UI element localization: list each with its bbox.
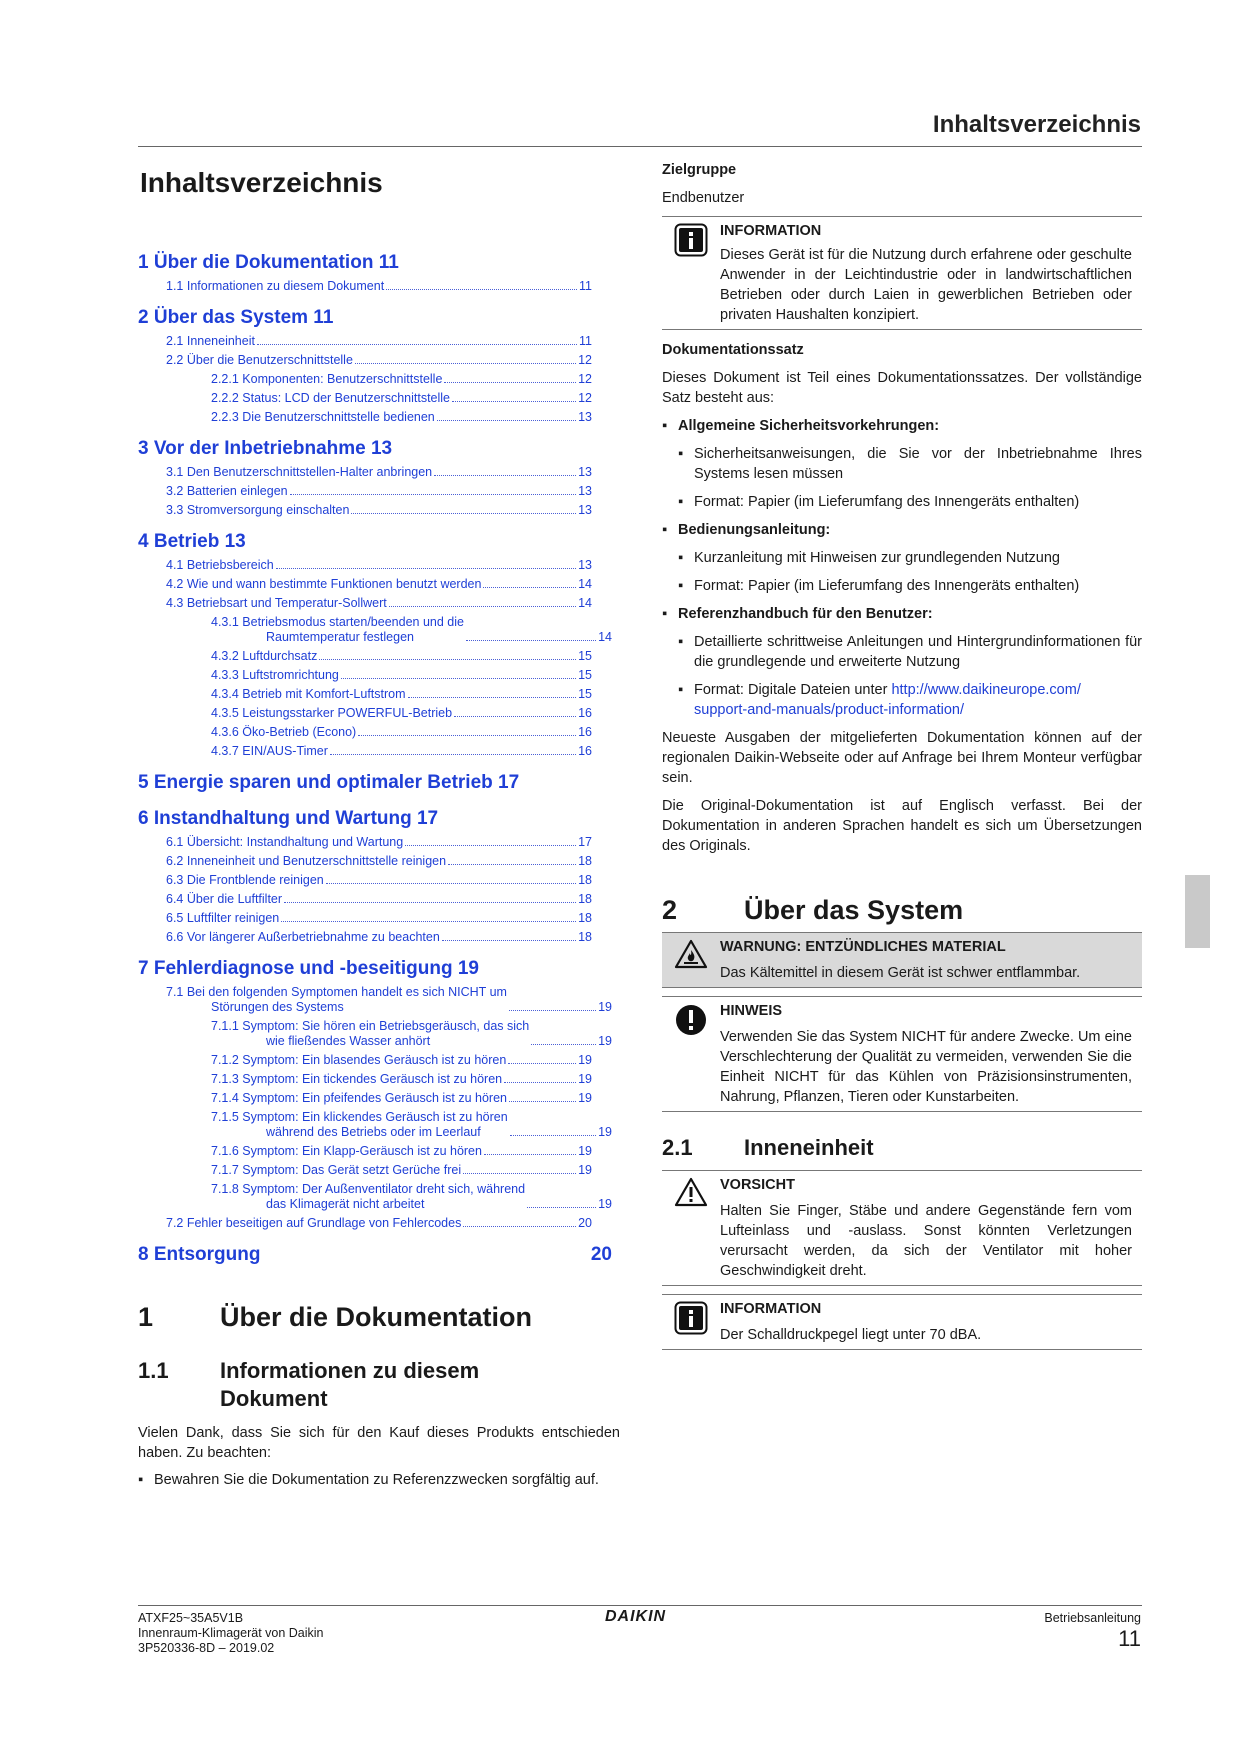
- dokumentationssatz-intro: Dieses Dokument ist Teil eines Dokumentationssatzes. Der vollständige Satz besteht aus:: [662, 370, 1142, 406]
- toc-entry-text: 2.2 Über die Benutzerschnittstelle: [166, 353, 353, 367]
- toc-entry-text-line2: das Klimagerät nicht arbeitet: [266, 1197, 425, 1211]
- toc-chapter-link[interactable]: 7 Fehlerdiagnose und -beseitigung 19: [138, 958, 479, 979]
- toc-entry-page: 11: [579, 279, 592, 293]
- toc-leader-dots: [504, 1082, 576, 1083]
- toc-entry-page: 19: [578, 1091, 592, 1105]
- zielgruppe-value: Endbenutzer: [662, 190, 745, 206]
- toc-leader-dots: [276, 568, 576, 569]
- list-item-text: Detaillierte schrittweise Anleitungen und Hintergrundinformationen für die grundlegende und erweiterte Nutzung: [694, 634, 1142, 670]
- list-item-format-digital: [662, 680, 1142, 720]
- toc-entry-link[interactable]: [138, 1110, 612, 1140]
- toc-leader-dots: [330, 754, 576, 755]
- toc-leader-dots: [389, 606, 576, 607]
- toc-entry-text: 6.2 Inneneinheit und Benutzerschnittstelle reinigen: [166, 854, 447, 868]
- list-group-title: [662, 416, 1142, 436]
- toc-leader-dots: [281, 921, 576, 922]
- toc-entry-page: 13: [578, 484, 592, 498]
- toc-leader-dots: [341, 678, 576, 679]
- toc-entry-text: 6.6 Vor längerer Außerbetriebnahme zu beachten: [166, 930, 440, 944]
- toc-entry-page: 14: [578, 577, 592, 591]
- section-1-heading: [138, 1302, 620, 1333]
- toc-chapter-link[interactable]: 5 Energie sparen und optimaler Betrieb 17: [138, 772, 520, 793]
- section-2-1-number: 2.1: [662, 1135, 693, 1160]
- toc-entry-page: 15: [578, 687, 592, 701]
- toc-entry-page: 19: [598, 1034, 612, 1048]
- toc-entry-text: 4.3.3 Luftstromrichtung: [211, 668, 339, 682]
- toc-entry-text: 7.1.6 Symptom: Ein Klapp-Geräusch ist zu hören: [211, 1144, 482, 1158]
- bullet-marker: ▪: [678, 634, 684, 650]
- footer-rule: [138, 1605, 1142, 1606]
- toc-chapter-link[interactable]: [138, 1243, 612, 1267]
- toc-leader-dots: [463, 1173, 576, 1174]
- toc-leader-dots: [484, 1154, 576, 1155]
- section-1-1-title-line2: Dokument: [220, 1386, 328, 1411]
- toc-entry-link[interactable]: [138, 1091, 592, 1106]
- toc-entry-text: 4.3.4 Betrieb mit Komfort-Luftstrom: [211, 687, 406, 701]
- toc-entry-page: 19: [598, 1125, 612, 1139]
- information-icon: [662, 221, 720, 325]
- toc-entry-link[interactable]: [138, 577, 592, 592]
- section-1-1-number: 1.1: [138, 1358, 169, 1383]
- toc-chapter-link[interactable]: 2 Über das System 11: [138, 307, 334, 328]
- toc-entry-text-line2: Raumtemperatur festlegen: [266, 630, 414, 644]
- caution-triangle-icon: [662, 1175, 720, 1281]
- bullet-marker: ▪: [678, 446, 684, 462]
- toc-leader-dots: [351, 513, 576, 514]
- toc-entry-link[interactable]: [138, 1163, 592, 1178]
- toc-leader-dots: [326, 883, 576, 884]
- toc-leader-dots: [319, 659, 576, 660]
- footer-right: [1044, 1611, 1141, 1652]
- toc-entry-link[interactable]: [138, 1144, 592, 1159]
- toc-leader-dots: [483, 587, 576, 588]
- toc-entry-link[interactable]: [138, 668, 592, 683]
- bullet-marker: ▪: [678, 494, 684, 510]
- documentation-list: [662, 416, 1142, 672]
- toc-entry-text-line2: wie fließendes Wasser anhört: [266, 1034, 431, 1048]
- toc-entry-page: 11: [579, 334, 592, 348]
- list-group-label: Referenzhandbuch für den Benutzer:: [678, 606, 933, 622]
- hinweis-box-text: Verwenden Sie das System NICHT für andere Zwecke. Um eine Verschlechterung der Qualität zu vermeiden, verwenden Sie die Einheit NICHT für das Kühlen von Präzisionsinstrumenten, Nahrung, Pflanzen, Tieren oder Kunstarbeiten.: [720, 1029, 1132, 1105]
- toc-entry-text: [166, 985, 507, 1015]
- list-item: [662, 548, 1142, 568]
- section-1-1-intro: Vielen Dank, dass Sie sich für den Kauf dieses Produkts entschieden haben. Zu beachten:: [138, 1425, 620, 1461]
- toc-entry-page: 19: [578, 1163, 592, 1177]
- toc-entry-link[interactable]: [138, 1072, 592, 1087]
- list-item: [662, 492, 1142, 512]
- toc-chapter-link[interactable]: 4 Betrieb 13: [138, 531, 246, 552]
- toc-entry-link[interactable]: [138, 484, 592, 499]
- toc-entry-text: 4.2 Wie und wann bestimmte Funktionen benutzt werden: [166, 577, 482, 591]
- toc-entry-page: 19: [598, 1000, 612, 1014]
- toc-entry-text: 2.2.2 Status: LCD der Benutzerschnittstelle: [211, 391, 451, 405]
- daikin-logo: DAIKIN: [605, 1608, 667, 1625]
- toc-entry-link[interactable]: [138, 1053, 592, 1068]
- warning-box-title: WARNUNG: ENTZÜNDLICHES MATERIAL: [720, 939, 1006, 955]
- section-1-title: Über die Dokumentation: [220, 1302, 533, 1332]
- information-box-2-title: INFORMATION: [720, 1301, 822, 1317]
- toc-entry-page: 14: [598, 630, 612, 644]
- bullet-marker: ▪: [662, 418, 668, 434]
- toc-entry-link[interactable]: [138, 854, 592, 869]
- page-number: 11: [1118, 1626, 1141, 1651]
- toc-entry-link[interactable]: [138, 835, 592, 850]
- toc-entry-link[interactable]: [138, 1216, 592, 1231]
- toc-entry-text-line2: während des Betriebs oder im Leerlauf: [266, 1125, 481, 1139]
- information-box-1-title: INFORMATION: [720, 223, 822, 239]
- list-item: [662, 444, 1142, 484]
- toc-leader-dots: [386, 289, 577, 290]
- toc-entry-link[interactable]: [138, 1182, 612, 1212]
- bullet-marker: ▪: [678, 578, 684, 594]
- toc-entry-link[interactable]: [138, 334, 592, 349]
- toc-leader-dots: [510, 1135, 596, 1136]
- vorsicht-box: [662, 1170, 1142, 1286]
- section-2-number: 2: [662, 895, 678, 925]
- toc-entry-page: 13: [578, 558, 592, 572]
- left-column: [138, 160, 620, 1490]
- toc-entry-link[interactable]: [138, 465, 592, 480]
- toc-entry-text-line1: 7.1.5 Symptom: Ein klickendes Geräusch ist zu hören: [211, 1110, 508, 1124]
- information-box-2: [662, 1294, 1142, 1350]
- toc-entry-text: 4.3.7 EIN/AUS-Timer: [211, 744, 328, 758]
- warning-box-text: Das Kältemittel in diesem Gerät ist schwer entflammbar.: [720, 965, 1081, 981]
- toc-entry-link[interactable]: [138, 353, 592, 368]
- toc-entry-text: 4.3.5 Leistungsstarker POWERFUL-Betrieb: [211, 706, 453, 720]
- toc-leader-dots: [290, 494, 576, 495]
- toc-entry-text: 3.2 Batterien einlegen: [166, 484, 288, 498]
- toc-entry-page: 17: [578, 835, 592, 849]
- toc-entry-page: 13: [578, 503, 592, 517]
- toc-entry-text: 1.1 Informationen zu diesem Dokument: [166, 279, 385, 293]
- list-item-text: Kurzanleitung mit Hinweisen zur grundlegenden Nutzung: [694, 550, 1060, 566]
- toc-entry-text-line2: Störungen des Systems: [211, 1000, 344, 1014]
- list-item: [662, 632, 1142, 672]
- toc-leader-dots: [405, 845, 576, 846]
- bullet-marker: ▪: [678, 550, 684, 566]
- bullet-marker: ▪: [662, 522, 668, 538]
- toc-entry-page: 19: [578, 1144, 592, 1158]
- bullet-marker: ▪: [138, 1472, 144, 1488]
- vorsicht-box-title: VORSICHT: [720, 1177, 795, 1193]
- zielgruppe-heading: Zielgruppe: [662, 162, 737, 178]
- toc-leader-dots: [448, 864, 576, 865]
- toc-entry-text: [211, 1019, 529, 1049]
- bullet-marker: ▪: [662, 606, 668, 622]
- toc-entry-page: 15: [578, 668, 592, 682]
- toc-entry-link[interactable]: [138, 687, 592, 702]
- toc-entry-text: 3.3 Stromversorgung einschalten: [166, 503, 350, 517]
- toc-entry-link[interactable]: [138, 503, 592, 518]
- header-title: Inhaltsverzeichnis: [932, 111, 1141, 138]
- toc-entry-link[interactable]: [138, 649, 592, 664]
- toc-entry-text: 4.3.6 Öko-Betrieb (Econo): [211, 725, 357, 739]
- toc-entry-text-line1: 7.1 Bei den folgenden Symptomen handelt es sich NICHT um: [166, 985, 507, 999]
- toc-entry-link[interactable]: [138, 1019, 612, 1049]
- section-2-1-title: Inneneinheit: [744, 1135, 874, 1160]
- information-box-2-text: Der Schalldruckpegel liegt unter 70 dBA.: [720, 1327, 982, 1343]
- toc-entry-link[interactable]: [138, 873, 592, 888]
- toc-entry-link[interactable]: [138, 725, 592, 740]
- toc-entry-text: 6.5 Luftfilter reinigen: [166, 911, 280, 925]
- toc-entry-link[interactable]: [138, 706, 592, 721]
- footer-doc-type: Betriebsanleitung: [1044, 1611, 1141, 1625]
- toc-leader-dots: [466, 640, 596, 641]
- toc-entry-text: 2.2.1 Komponenten: Benutzerschnittstelle: [211, 372, 443, 386]
- information-icon: [662, 1299, 720, 1345]
- toc-entry-page: 19: [578, 1053, 592, 1067]
- table-of-contents: [138, 251, 620, 1267]
- toc-entry-page: 18: [578, 892, 592, 906]
- toc-leader-dots: [509, 1101, 576, 1102]
- section-1-1-title-line1: Informationen zu diesem: [220, 1358, 480, 1383]
- toc-entry-page: 16: [578, 744, 592, 758]
- toc-entry-page: 12: [578, 372, 592, 386]
- toc-entry-link[interactable]: [138, 558, 592, 573]
- header-rule: [138, 146, 1142, 147]
- list-item-text: Sicherheitsanweisungen, die Sie vor der Inbetriebnahme Ihres Systems lesen müssen: [694, 446, 1142, 482]
- toc-entry-page: 19: [598, 1197, 612, 1211]
- toc-entry-text: 7.1.2 Symptom: Ein blasendes Geräusch ist zu hören: [211, 1053, 507, 1067]
- toc-entry-page: 20: [578, 1216, 592, 1230]
- toc-leader-dots: [463, 1226, 576, 1227]
- toc-entry-page: 15: [578, 649, 592, 663]
- list-group-title: [662, 604, 1142, 624]
- footer-left: [138, 1611, 324, 1656]
- toc-entry-link[interactable]: [138, 391, 592, 406]
- toc-entry-text: 7.1.4 Symptom: Ein pfeifendes Geräusch ist zu hören: [211, 1091, 507, 1105]
- toc-entry-page: 12: [578, 353, 592, 367]
- toc-entry-text: 2.2.3 Die Benutzerschnittstelle bedienen: [211, 410, 435, 424]
- toc-entry-page: 18: [578, 873, 592, 887]
- toc-entry-text: 6.1 Übersicht: Instandhaltung und Wartung: [166, 835, 404, 849]
- notice-exclamation-icon: [662, 1001, 720, 1107]
- toc-leader-dots: [444, 382, 576, 383]
- toc-entry-page: 16: [578, 725, 592, 739]
- toc-entry-text: 4.1 Betriebsbereich: [166, 558, 274, 572]
- section-2-heading: [662, 895, 1142, 925]
- list-group-label: Allgemeine Sicherheitsvorkehrungen:: [678, 418, 940, 434]
- toc-entry-text: 2.1 Inneneinheit: [166, 334, 255, 348]
- toc-entry-page: 13: [578, 410, 592, 424]
- flammable-warning-icon: [662, 937, 720, 983]
- toc-leader-dots: [257, 344, 577, 345]
- hinweis-box: [662, 996, 1142, 1112]
- toc-chapter-link[interactable]: 6 Instandhaltung und Wartung 17: [138, 808, 439, 829]
- toc-entry-text: [211, 1110, 508, 1140]
- toc-leader-dots: [434, 475, 576, 476]
- toc-leader-dots: [442, 940, 576, 941]
- section-2-title: Über das System: [744, 895, 964, 925]
- original-dokumentation-text: Die Original-Dokumentation ist auf Englisch verfasst. Bei der Dokumentation in anderen Sprachen handelt es sich um Übersetzungen des Originals.: [662, 798, 1142, 854]
- toc-entry-page: 12: [578, 391, 592, 405]
- toc-entry-text: 4.3.2 Luftdurchsatz: [211, 649, 318, 663]
- toc-entry-page: 18: [578, 930, 592, 944]
- bullet-marker: ▪: [678, 682, 684, 698]
- toc-entry-text-line1: 4.3.1 Betriebsmodus starten/beenden und die: [211, 615, 464, 629]
- footer-description: Innenraum-Klimagerät von Daikin: [138, 1626, 324, 1640]
- toc-entry-link[interactable]: [138, 279, 592, 294]
- vorsicht-box-text: Halten Sie Finger, Stäbe und andere Gegenstände fern vom Lufteinlass und -auslass. Sonst könnten Verletzungen verursacht werden, da sich der Ventilator mit hoher Geschwindigkeit dreht.: [720, 1203, 1132, 1279]
- list-group-label: Bedienungsanleitung:: [678, 522, 831, 538]
- toc-entry-page: 14: [578, 596, 592, 610]
- toc-entry-text: 6.3 Die Frontblende reinigen: [166, 873, 324, 887]
- toc-entry-text: 6.4 Über die Luftfilter: [166, 892, 283, 906]
- toc-entry-text: 7.1.7 Symptom: Das Gerät setzt Gerüche frei: [211, 1163, 462, 1177]
- footer-model: ATXF25~35A5V1B: [138, 1611, 244, 1625]
- section-2-1-heading: [662, 1135, 1142, 1160]
- neueste-ausgaben-text: Neueste Ausgaben der mitgelieferten Dokumentation können auf der regionalen Daikin-Webseite oder auf Anfrage bei Ihrem Monteur verfügbar sein.: [662, 730, 1142, 786]
- hinweis-box-title: HINWEIS: [720, 1003, 783, 1019]
- footer-code: 3P520336-8D – 2019.02: [138, 1641, 275, 1655]
- toc-entry-link[interactable]: [138, 410, 592, 425]
- toc-entry-link[interactable]: [138, 930, 592, 945]
- toc-entry-link[interactable]: [138, 596, 592, 611]
- toc-leader-dots: [437, 420, 576, 421]
- list-item-text: Format: Papier (im Lieferumfang des Innengeräts enthalten): [694, 494, 1080, 510]
- toc-entry-text: [211, 615, 464, 645]
- toc-entry-text: 3.1 Den Benutzerschnittstellen-Halter anbringen: [166, 465, 433, 479]
- format-prefix: Format: Digitale Dateien unter: [694, 682, 888, 698]
- toc-entry-text-line1: 7.1.8 Symptom: Der Außenventilator dreht sich, während: [211, 1182, 526, 1196]
- toc-entry-link[interactable]: [138, 892, 592, 907]
- toc-leader-dots: [454, 716, 576, 717]
- toc-leader-dots: [452, 401, 576, 402]
- toc-leader-dots: [508, 1063, 576, 1064]
- toc-leader-dots: [284, 902, 576, 903]
- toc-entry-text: [211, 1182, 525, 1212]
- toc-leader-dots: [527, 1207, 596, 1208]
- toc-leader-dots: [408, 697, 577, 698]
- section-1-1-heading: [138, 1357, 620, 1413]
- toc-entry-link[interactable]: [138, 744, 592, 759]
- bullet-text: Bewahren Sie die Dokumentation zu Referenzzwecken sorgfältig auf.: [154, 1472, 599, 1488]
- right-column: [662, 160, 1142, 1350]
- section-1-number: 1: [138, 1302, 154, 1332]
- toc-entry-page: 18: [578, 854, 592, 868]
- daikin-link-line1[interactable]: http://www.daikineurope.com/: [891, 682, 1081, 698]
- list-group-title: [662, 520, 1142, 540]
- toc-entry-page: 19: [578, 1072, 592, 1086]
- chapter-side-tab: [1185, 875, 1210, 948]
- toc-entry-link[interactable]: [138, 615, 612, 645]
- toc-entry-text: 4.3 Betriebsart und Temperatur-Sollwert: [166, 596, 387, 610]
- toc-chapter-page: 20: [590, 1244, 612, 1265]
- dokumentationssatz-heading: Dokumentationssatz: [662, 342, 804, 358]
- toc-entry-text: 7.2 Fehler beseitigen auf Grundlage von Fehlercodes: [166, 1216, 462, 1230]
- toc-entry-page: 13: [578, 465, 592, 479]
- information-box-1: [662, 216, 1142, 330]
- information-box-1-text: Dieses Gerät ist für die Nutzung durch erfahrene oder geschulte Anwender in der Leichtindustrie oder in landwirtschaftlichen Betrieben oder durch Laien in gewerblichen Betrieben oder privaten Haushalten konzipiert.: [720, 247, 1132, 323]
- toc-leader-dots: [355, 363, 576, 364]
- daikin-link-line2[interactable]: support-and-manuals/product-information/: [694, 702, 964, 718]
- toc-entry-text: 7.1.3 Symptom: Ein tickendes Geräusch ist zu hören: [211, 1072, 503, 1086]
- toc-entry-link[interactable]: [138, 911, 592, 926]
- toc-entry-link[interactable]: [138, 372, 592, 387]
- toc-chapter-label: 8 Entsorgung: [138, 1244, 261, 1265]
- list-item-text: Format: Papier (im Lieferumfang des Innengeräts enthalten): [694, 578, 1080, 594]
- toc-entry-text-line1: 7.1.1 Symptom: Sie hören ein Betriebsgeräusch, das sich: [211, 1019, 530, 1033]
- section-1-1-title: [220, 1357, 479, 1413]
- toc-entry-page: 16: [578, 706, 592, 720]
- toc-leader-dots: [509, 1010, 596, 1011]
- toc-leader-dots: [358, 735, 576, 736]
- section-1-1-bullet: [138, 1470, 620, 1490]
- toc-chapter-link[interactable]: 1 Über die Dokumentation 11: [138, 252, 399, 273]
- toc-entry-link[interactable]: [138, 985, 612, 1015]
- toc-chapter-link[interactable]: 3 Vor der Inbetriebnahme 13: [138, 438, 393, 459]
- toc-title: Inhaltsverzeichnis: [140, 167, 383, 198]
- warning-box: [662, 932, 1142, 988]
- toc-leader-dots: [531, 1044, 596, 1045]
- toc-entry-page: 18: [578, 911, 592, 925]
- list-item: [662, 576, 1142, 596]
